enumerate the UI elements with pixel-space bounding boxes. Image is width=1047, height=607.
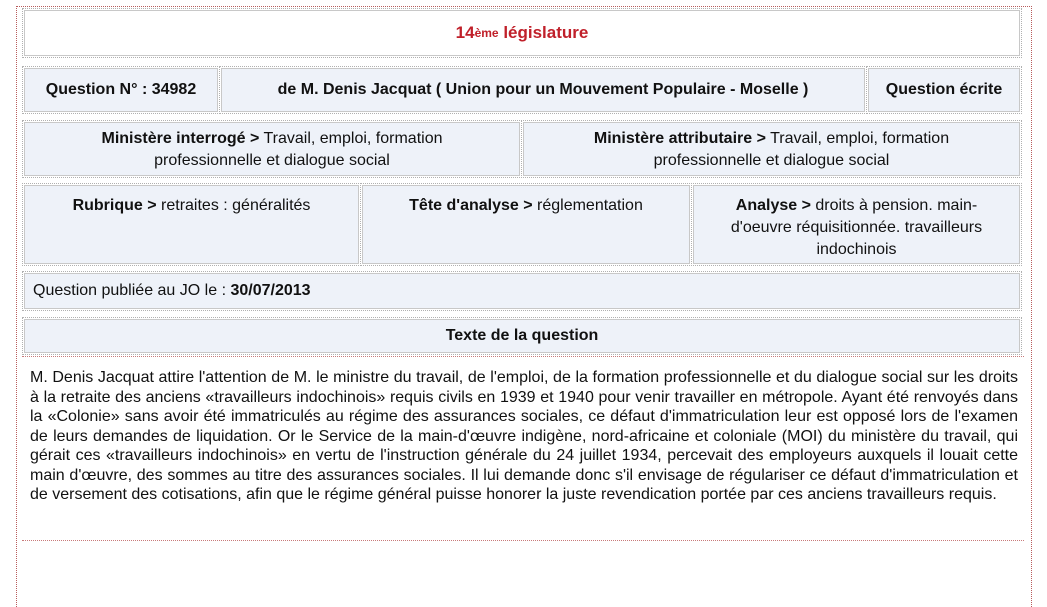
divider <box>22 356 1024 357</box>
question-number: Question N° : 34982 <box>24 68 218 112</box>
publication-date-row: Question publiée au JO le : 30/07/2013 <box>24 273 1020 309</box>
texte-heading: Texte de la question <box>24 319 1020 353</box>
ministere-attributaire: Ministère attributaire > Travail, emploi, formation professionnelle et dialogue social <box>523 122 1020 176</box>
divider <box>22 540 1024 541</box>
question-type: Question écrite <box>868 68 1020 112</box>
tete-analyse: Tête d'analyse > réglementation <box>362 185 690 264</box>
rubrique: Rubrique > retraites : généralités <box>24 185 359 264</box>
question-body: M. Denis Jacquat attire l'attention de M. le ministre du travail, de l'emploi, de la formation professionnelle et du dialogue social sur les droits à la retraite des anciens «travailleurs indochinois» requis civils en 1939 et 1940 pour venir travailler en métropole. Ayant été renvoyés dans la «Colonie» sans avoir été immatriculés au régime des assurances sociales, ce défaut d'immatriculation leur est opposé lors de l'examen de leurs demandes de liquidation. Or le Service de la main-d'œuvre indigène, nord-africaine et coloniale (MOI) du ministère du travail, qui gérait ces «travailleurs indochinois» en vertu de l'instruction générale du 24 juillet 1934, percevait des employeurs auxquels il louait cette main d'œuvre, des sommes au titre des assurances sociales. Il lui demande donc s'il envisage de régulariser ce défaut d'immatriculation et de versement des cotisations, afin que le régime général puisse honorer la juste revendication portée par ces anciens travailleurs requis. <box>30 369 1018 503</box>
legislature-title: 14ème législature <box>455 23 589 42</box>
question-author: de M. Denis Jacquat ( Union pour un Mouvement Populaire - Moselle ) <box>221 68 865 112</box>
analyse: Analyse > droits à pension. main-d'oeuvre réquisitionnée. travailleurs indochinois <box>693 185 1020 264</box>
ministere-interroge: Ministère interrogé > Travail, emploi, formation professionnelle et dialogue social <box>24 122 520 176</box>
legislature-header <box>24 10 1020 56</box>
